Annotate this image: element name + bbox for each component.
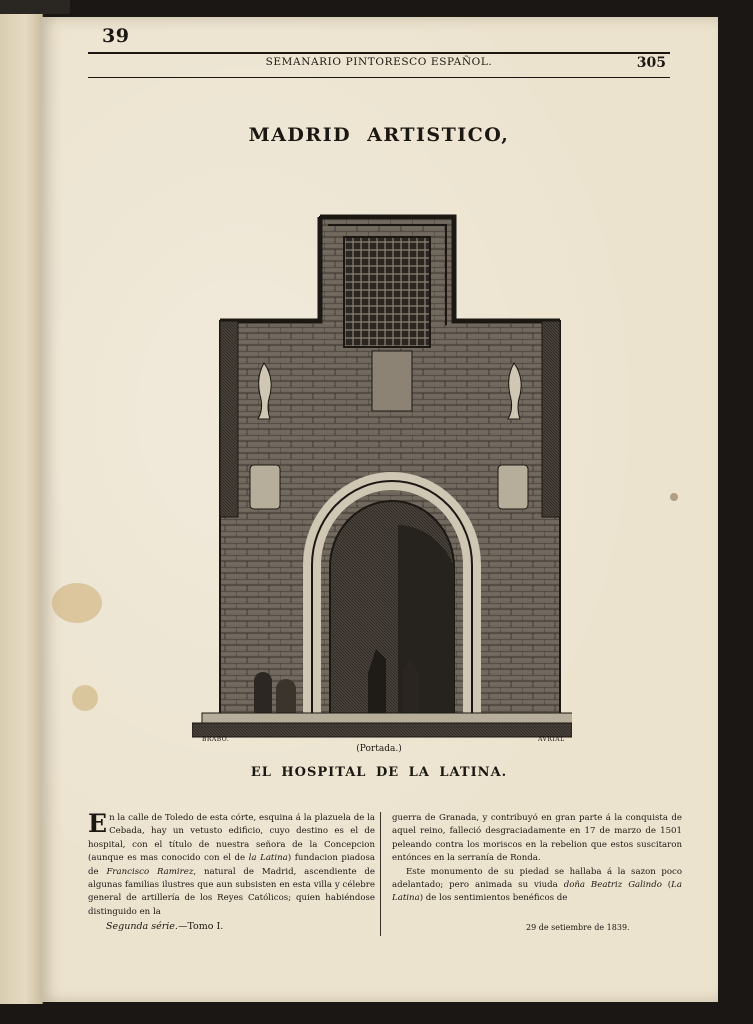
book-edge-top — [0, 0, 70, 14]
body-text: Este monumento de su piedad se hallaba á la sazon poco adelantado; pero animada su viuda — [392, 866, 682, 891]
body-text: n la calle de Toledo de esta córte, esquina á la plazuela de la Cebada, hay un vetusto edificio, cuyo destino es el de hospital, con el título de nuestra señora de la Concepcion (aunque es mas conocido con el de — [88, 813, 375, 864]
header-rule-bottom — [88, 77, 670, 78]
series-label: Segunda série. — [106, 921, 178, 932]
series-footer — [106, 921, 223, 932]
body-text-italic: Francisco Ramirez — [106, 866, 194, 877]
barred-window — [344, 237, 430, 347]
body-text: ) fundacion piadosa de — [88, 853, 376, 877]
left-coat-of-arms — [250, 465, 280, 509]
issue-number: 39 — [102, 25, 130, 47]
figure-caption: (Portada.) — [356, 744, 402, 754]
body-text: , natural de Madrid, ascendiente de algunas familias ilustres que aun subsisten en esta villa y célebre general de artillería de los Reyes Católicos; quien habiéndose distinguido en la — [88, 866, 375, 917]
right-coat-of-arms — [498, 465, 528, 509]
publication-title: SEMANARIO PINTORESCO ESPAÑOL. — [265, 56, 493, 68]
center-statue-group — [372, 351, 412, 411]
newspaper-page — [40, 17, 718, 1002]
article-column-right — [392, 812, 682, 906]
portal-engraving — [192, 195, 572, 743]
facing-page-edge — [0, 14, 43, 1004]
volume-label: —Tomo I. — [177, 921, 224, 932]
figure-in-doorway — [402, 659, 418, 717]
body-text-italic: la Latina — [248, 853, 288, 864]
section-title: MADRID ARTISTICO, — [248, 124, 510, 146]
paper-stain — [72, 685, 98, 711]
article-column-left — [88, 809, 376, 919]
article-title: EL HOSPITAL DE LA LATINA. — [250, 765, 508, 780]
seated-figure — [276, 679, 296, 717]
header-rule-top — [88, 52, 670, 54]
issue-date: 29 de setiembre de 1839. — [526, 923, 630, 932]
drop-cap: E — [88, 809, 108, 838]
body-text-italic: doña Beatriz Galindo — [563, 880, 662, 891]
page-number: 305 — [636, 55, 666, 71]
engraver-signature-right: AVRIAL — [538, 736, 565, 743]
body-text-italic: La Latina — [392, 880, 682, 904]
engraver-signature-left: BRABO. — [202, 736, 230, 743]
paragraph: guerra de Granada, y contribuyó en gran parte á la conquista de aquel reino, falleció desgraciadamente en 17 de marzo de 1501 peleando contra los moriscos en la rebelion que estos suscitaron entónces en la serranía de Ronda. — [392, 813, 682, 864]
paper-stain — [52, 583, 102, 623]
paper-stain — [670, 493, 678, 501]
column-divider — [380, 812, 381, 936]
body-text: ( — [661, 880, 672, 891]
body-text: ) de los sentimientos benéficos de — [419, 893, 568, 904]
